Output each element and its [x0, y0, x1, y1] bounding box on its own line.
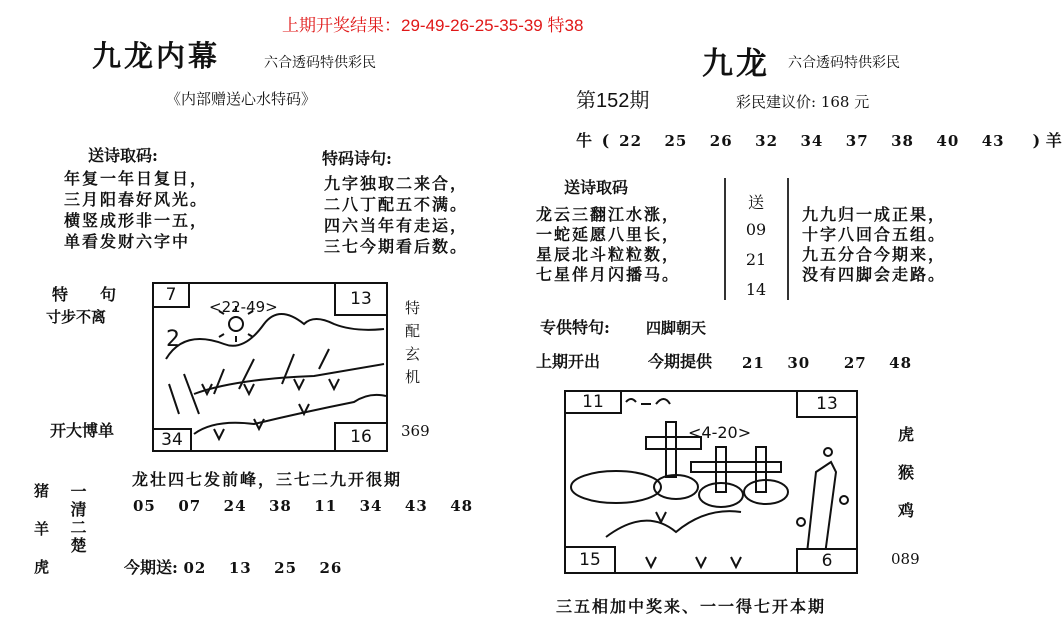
poem1-line: 单看发财六字中 [64, 232, 191, 251]
left-tagline: 《内部赠送心水特码》 [166, 90, 317, 108]
zodiac: 猴 [898, 463, 915, 482]
poem-line: 没有四脚会走路。 [802, 265, 947, 284]
right-poem-left [536, 205, 680, 285]
special-phrase-value: 寸步不离 [46, 308, 107, 326]
poem-line: 龙云三翻江水涨， [536, 205, 681, 224]
poem2 [324, 173, 468, 257]
zodiac-number-row: 牛 ( 22 25 26 32 34 37 38 40 43 ) 羊 [576, 131, 1062, 150]
price-value: 168 元 [820, 93, 870, 111]
zodiac: 虎 [898, 425, 915, 444]
left-zodiacs [34, 472, 49, 586]
poem1-line: 三月阳春好风光。 [64, 190, 209, 209]
today-send-numbers: 02 13 25 26 [183, 559, 343, 577]
left-numbers: 05 07 24 38 11 34 43 48 [133, 497, 474, 515]
windmill-drawing-icon [566, 392, 856, 572]
zodiac: 羊 [34, 520, 50, 538]
right-subtitle: 六合透码特供彩民 [788, 55, 900, 71]
left-side-number: 369 [401, 422, 430, 440]
corner-top-left: 7 [152, 282, 190, 308]
today-send-label: 今期送: [124, 558, 178, 577]
phrase-vertical: 一清二楚 [68, 483, 87, 555]
footer-verse: 三五相加中奖来、一一得七开本期 [556, 597, 827, 616]
send-number: 21 [745, 250, 767, 269]
last-result [282, 11, 583, 36]
poem-line: 十字八回合五组。 [802, 225, 947, 244]
send-number: 09 [745, 220, 767, 239]
corner-bottom-right: 6 [796, 548, 858, 574]
poem-line: 七星伴月闪播马。 [536, 265, 681, 284]
poem1-heading: 送诗取码: [88, 146, 158, 165]
left-subtitle: 六合透码特供彩民 [264, 55, 376, 71]
issue-number: 第152期 [576, 90, 650, 112]
right-picture [564, 390, 858, 574]
send-label: 送 [747, 193, 764, 212]
zodiac-right: 羊 [1045, 131, 1062, 150]
poem1-line: 年复一年日复日， [64, 169, 209, 188]
provide-numbers: 21 30 27 48 [742, 354, 913, 372]
zodiac: 鸡 [898, 501, 915, 520]
corner-top-left: 11 [564, 390, 622, 414]
right-poem-heading: 送诗取码 [564, 178, 629, 197]
poem2-line: 九字独取二来合， [324, 174, 469, 193]
corner-top-right: 13 [334, 282, 388, 316]
zodiac-numbers: 22 25 26 32 34 37 38 40 43 [619, 132, 1005, 150]
left-verse: 龙壮四七发前峰，三七二九开很期 [132, 470, 403, 489]
price-label: 彩民建议价: [736, 93, 817, 111]
corner-top-right: 13 [796, 390, 858, 418]
provide-label: 今期提供 [648, 352, 713, 371]
right-side-number: 089 [891, 550, 920, 568]
poem-line: 九五分合今期来， [802, 245, 947, 264]
divider [787, 178, 789, 300]
zodiac-left: 牛 [576, 131, 593, 150]
send-number: 14 [745, 280, 767, 299]
left-side-vertical: 特配玄机 [403, 300, 421, 392]
special-phrase-label: 特 句 [52, 285, 117, 304]
poem2-heading: 特码诗句: [322, 149, 392, 168]
corner-bottom-right: 16 [334, 422, 388, 452]
last-result-special: 特38 [547, 16, 584, 35]
poem2-line: 三七今期看后数。 [324, 237, 469, 256]
corner-bottom-left: 34 [152, 428, 192, 452]
svg-text:<22-49>: <22-49> [209, 298, 278, 316]
special-value: 四脚朝天 [646, 319, 707, 337]
right-zodiacs [898, 416, 914, 530]
poem2-line: 二八丁配五不满。 [324, 195, 469, 214]
svg-text:<4-20>: <4-20> [688, 423, 752, 442]
left-title: 九龙内幕 [92, 39, 221, 73]
right-title: 九龙 [702, 46, 770, 82]
last-open-label: 上期开出 [536, 352, 601, 371]
poem1 [64, 168, 208, 252]
right-poem-right [802, 205, 946, 285]
bet-label: 开大博单 [50, 421, 115, 440]
last-result-label: 上期开奖结果： [282, 16, 401, 35]
svg-text:2: 2 [166, 327, 180, 352]
today-send [124, 555, 342, 578]
zodiac: 虎 [34, 558, 50, 576]
zodiac: 猪 [34, 482, 50, 500]
special-label: 专供特句: [540, 318, 610, 337]
corner-bottom-left: 15 [564, 546, 616, 574]
send-column [726, 190, 786, 310]
poem2-line: 四六当年有走运， [324, 216, 469, 235]
poem-line: 一蛇延愿八里长， [536, 225, 681, 244]
poem1-line: 横竖成形非一五， [64, 211, 209, 230]
left-picture [152, 282, 388, 452]
price [736, 91, 869, 112]
last-result-numbers: 29-49-26-25-35-39 [401, 16, 543, 35]
poem-line: 星辰北斗粒粒数， [536, 245, 681, 264]
poem-line: 九九归一成正果， [802, 205, 947, 224]
